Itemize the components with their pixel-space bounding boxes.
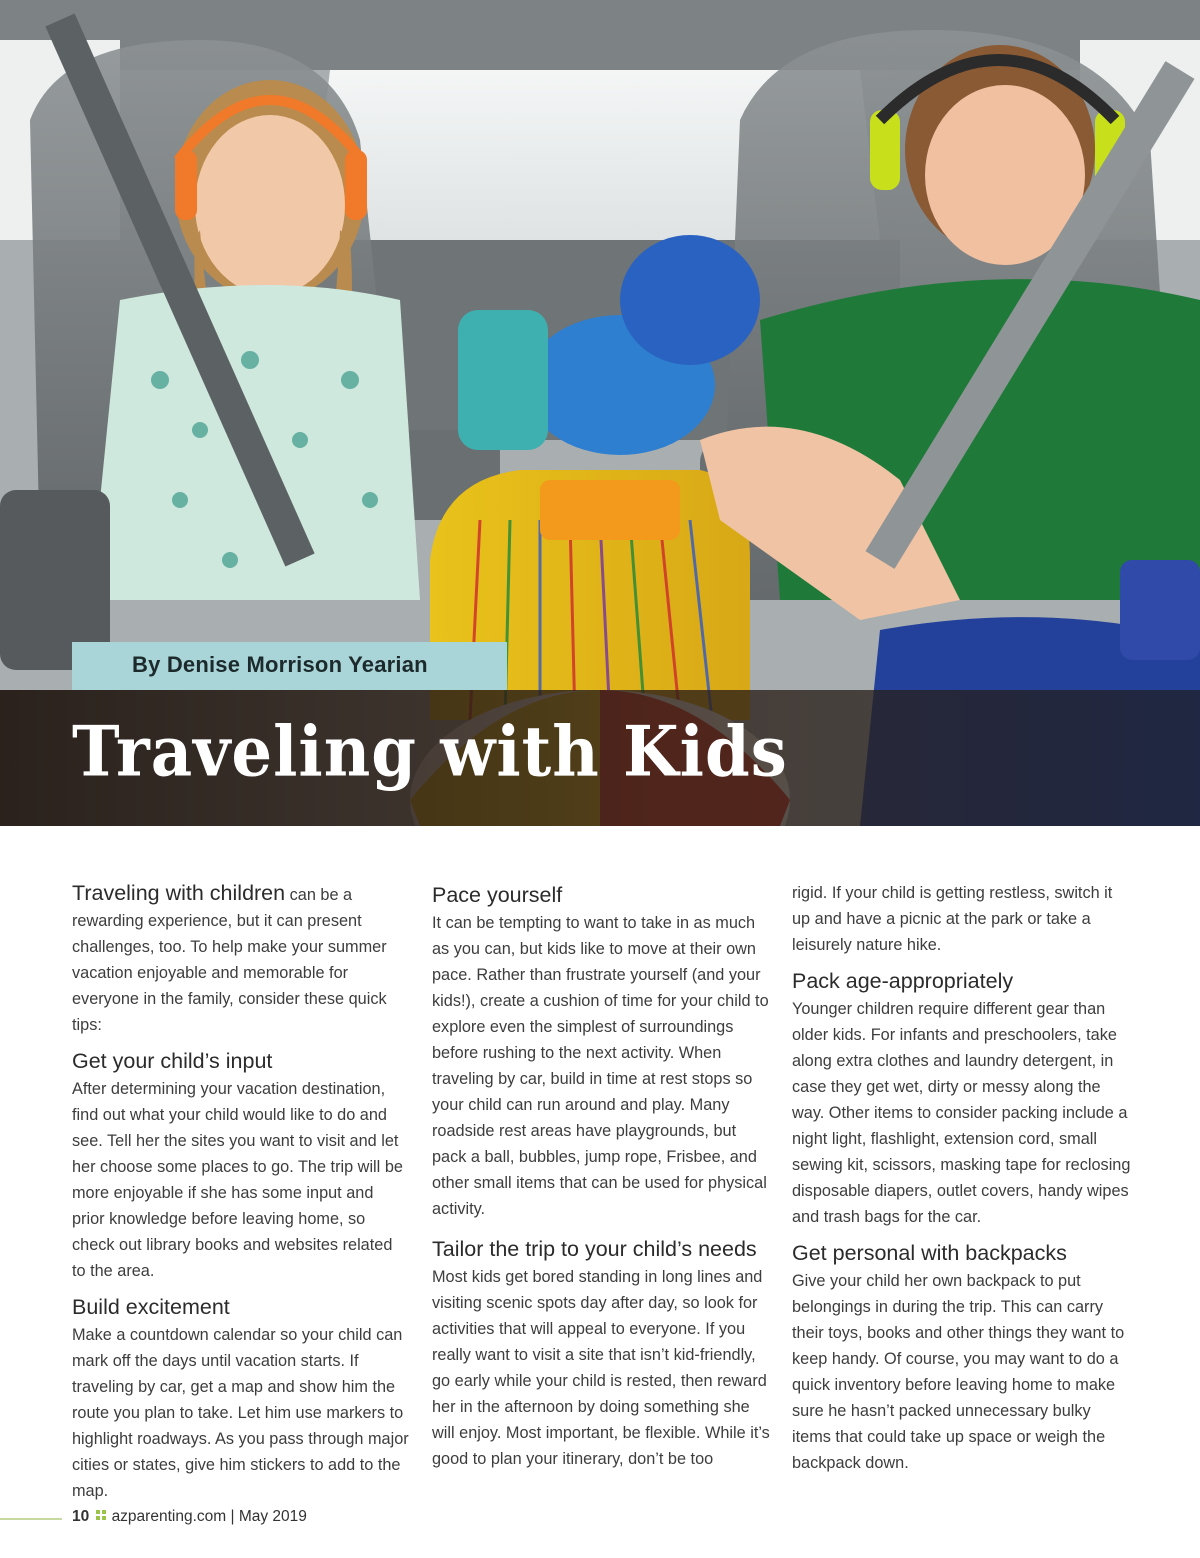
text-column-3	[792, 880, 1132, 1476]
section-body-pace: It can be tempting to want to take in as much as you can, but kids like to move at their own pace. Rather than frustrate yourself (and your kids!), create a cushion of time for your child to explore even the simplest of surroundings before rushing to the next activity. When traveling by car, build in time at rest stops so your child can run around and play. Many roadside rest areas have playgrounds, but pack a ball, bubbles, jump rope, Frisbee, and other small items that can be used for physical activity.	[432, 914, 769, 1218]
section-heading-pack: Pack age-appropriately	[792, 969, 1014, 993]
section-body-tailor-continued: rigid. If your child is getting restless, switch it up and have a picnic at the park or take a leisurely nature hike.	[792, 884, 1113, 954]
section-body-input: After determining your vacation destination, find out what your child would like to do and see. Tell her the sites you want to visit and let her choose some places to go. The trip will be more enjoyable if she has some input and prior knowledge before leaving home, so check out library books and websites related to the area.	[72, 1080, 403, 1280]
footer-rule	[0, 1518, 62, 1520]
section-body-tailor: Most kids get bored standing in long lines and visiting scenic spots day after day, so look for activities that will appeal to everyone. If you really want to visit a site that isn’t kid-friendly, go early while your child is rested, then reward her in the afternoon by doing something she will enjoy. Most important, be flexible. While it’s good to plan your itinerary, don’t be too	[432, 1268, 770, 1468]
section-body-pack: Younger children require different gear than older kids. For infants and preschoolers, take along extra clothes and laundry detergent, in case they get wet, dirty or messy along the way. Other items to consider packing include a night light, flashlight, extension cord, small sewing kit, scissors, masking tape for reclosing disposable diapers, outlet covers, handy wipes and trash bags for the car.	[792, 1000, 1131, 1226]
footer-date: May 2019	[238, 1508, 307, 1525]
page-number: 10	[72, 1508, 90, 1525]
author-byline: By Denise Morrison Yearian	[132, 652, 428, 677]
grid-dots-icon	[96, 1510, 108, 1522]
section-heading-pace: Pace yourself	[432, 883, 563, 907]
article-title: Traveling with Kids	[72, 712, 788, 793]
intro-text: can be a rewarding experience, but it can present challenges, too. To help make your summer vacation enjoyable and memorable for everyone in the family, consider these quick tips:	[72, 886, 387, 1034]
footer-site: azparenting.com	[111, 1508, 227, 1525]
text-column-1	[72, 880, 410, 1504]
section-body-excitement: Make a countdown calendar so your child can mark off the days until vacation starts. If traveling by car, get a map and show him the route you plan to take. Let him use markers to highlight roadways. As you pass through major cities or states, give him stickers to add to the map.	[72, 1326, 409, 1500]
intro-lead-phrase: Traveling with children	[72, 881, 286, 905]
footer-separator: |	[230, 1508, 235, 1525]
section-heading-excitement: Build excitement	[72, 1295, 230, 1319]
text-column-2	[432, 880, 772, 1472]
page-footer	[72, 1508, 307, 1526]
section-heading-backpacks: Get personal with backpacks	[792, 1241, 1067, 1265]
section-body-backpacks: Give your child her own backpack to put belongings in during the trip. This can carry their toys, books and other things they want to keep handy. Of course, you may want to do a quick inventory before leaving home to make sure he hasn’t packed unnecessary bulky items that could take up space or weigh the backpack down.	[792, 1272, 1125, 1472]
section-heading-input: Get your child’s input	[72, 1049, 273, 1073]
section-heading-tailor: Tailor the trip to your child’s needs	[432, 1237, 757, 1261]
intro-paragraph	[72, 880, 410, 1038]
